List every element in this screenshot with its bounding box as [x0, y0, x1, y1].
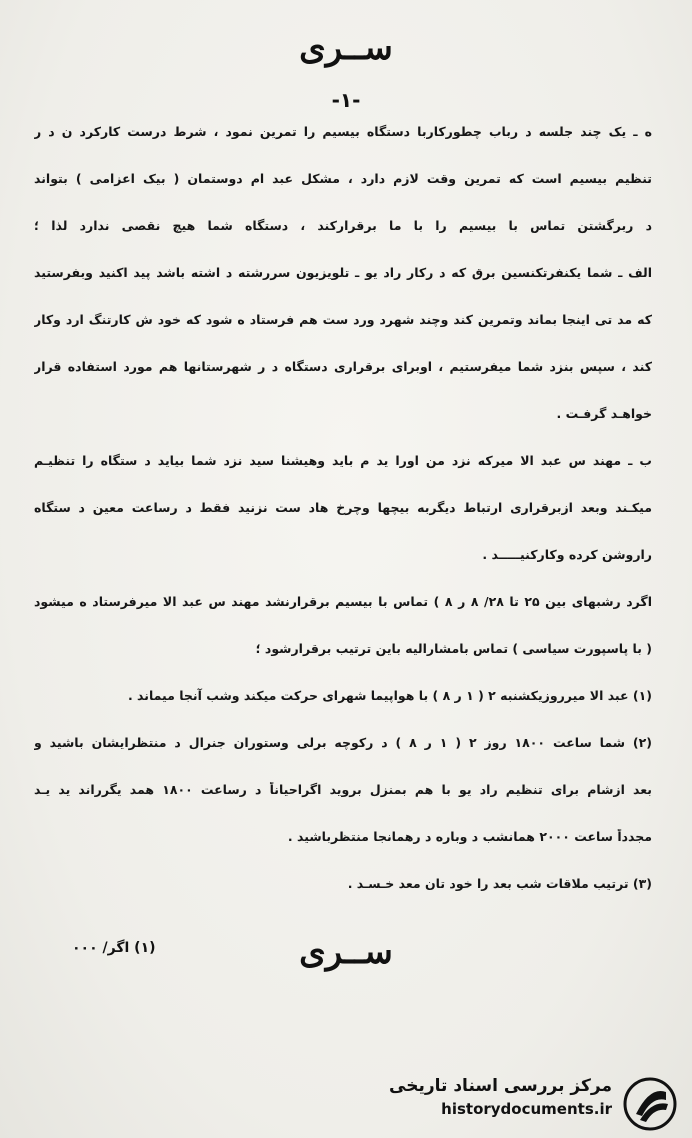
page-number: -۱-: [331, 88, 361, 112]
paragraph-alef: [34, 265, 652, 422]
text-line: (۲) شما ساعت ۱۸۰۰ روز ۲ ( ۱ ر ۸ ) د رکوچه برلی وستوران جنرال د منتظرایشان باشید و: [34, 735, 652, 750]
text-line: ( با پاسپورت سیاسی ) تماس بامشارالیه باین ترتیب برقرارشود ؛: [255, 641, 652, 656]
text-line: که مد تی اینجا بماند وتمرین کند وچند شهرد ورد ست هم فرستاد ه شود که خود ش کارتنگ ارد وکار: [34, 312, 652, 327]
paragraph-item-2: [34, 735, 652, 845]
watermark-url: historydocuments.ir: [441, 1100, 612, 1118]
paragraph-item-1: [34, 688, 652, 704]
paragraph-intro: [34, 124, 652, 234]
paragraph-item-3: [34, 876, 652, 892]
text-line: اگرد رشبهای بین ۲۵ تا ۲۸/ ۸ ر ۸ ) تماس با بیسیم برقرارنشد مهند س عبد الا میرفرستاد ه میشود: [34, 594, 652, 609]
text-line: ب ـ مهند س عبد الا میرکه نزد من اورا ید م باید وهیشنا سید نزد شما بیاید د ستگاه را تنظیـم: [34, 453, 652, 468]
text-line: بعد ازشام برای تنظیم راد یو با هم بمنزل بروید اگراحیاناً د رساعت ۱۸۰۰ همد یگرراند ید یـد: [34, 782, 652, 797]
watermark-text: [389, 1076, 612, 1118]
text-line: مجدداً ساعت ۲۰۰۰ همانشب د وباره د رهمانجا منتظرباشید .: [287, 829, 652, 844]
text-line: الف ـ شما یکنفرتکنسین برق که د رکار راد یو ـ تلویزیون سررشته د اشته باشد پید اکنید وبفرستید: [34, 265, 652, 280]
text-line: (۳) ترتیب ملاقات شب بعد را خود تان معد خـسـد .: [347, 876, 652, 891]
text-line: ه ـ یک چند جلسه د رباب چطورکاربا دستگاه بیسیم را تمرین نمود ، شرط درست کارکرد ن د ر: [34, 124, 652, 139]
text-line: تنظیم بیسیم است که تمرین وقت لازم دارد ، مشکل عبد ام دوستمان ( بیک اعزامی ) بتواند: [34, 171, 652, 186]
paragraph-be: [34, 453, 652, 563]
paragraph-contingency: [34, 594, 652, 657]
text-line: خواهـد گرفـت .: [556, 406, 652, 421]
document-archive-logo-icon: [622, 1076, 678, 1132]
document-body: [34, 124, 652, 923]
footer-reference: (۱) اگر/ ۰۰۰: [72, 940, 156, 956]
classification-header: ســری: [299, 28, 393, 68]
text-line: د ربرگشتن تماس با بیسیم را با ما برقرارکند ، دستگاه شما هیچ نقصی ندارد لذا ؛: [34, 218, 652, 233]
text-line: میکـند وبعد ازبرقراری ارتباط دیگربه بیچها وچرخ هاد ست نزنید فقط د رساعت معین د ستگاه: [34, 500, 652, 515]
text-line: (۱) عبد الا میرروزیکشنبه ۲ ( ۱ ر ۸ ) با هواپیما شهرای حرکت میکند وشب آنجا میماند .: [127, 688, 652, 703]
watermark: [389, 1072, 682, 1132]
classification-footer: ســری: [299, 932, 393, 972]
text-line: راروشن کرده وکارکنیـــــد .: [482, 547, 652, 562]
watermark-org-name: مرکز بررسی اسناد تاریخی: [389, 1076, 612, 1096]
text-line: کند ، سپس بنزد شما میفرستیم ، اوبرای برقراری دستگاه د ر شهرستانها هم مورد استفاده قرار: [34, 359, 652, 374]
